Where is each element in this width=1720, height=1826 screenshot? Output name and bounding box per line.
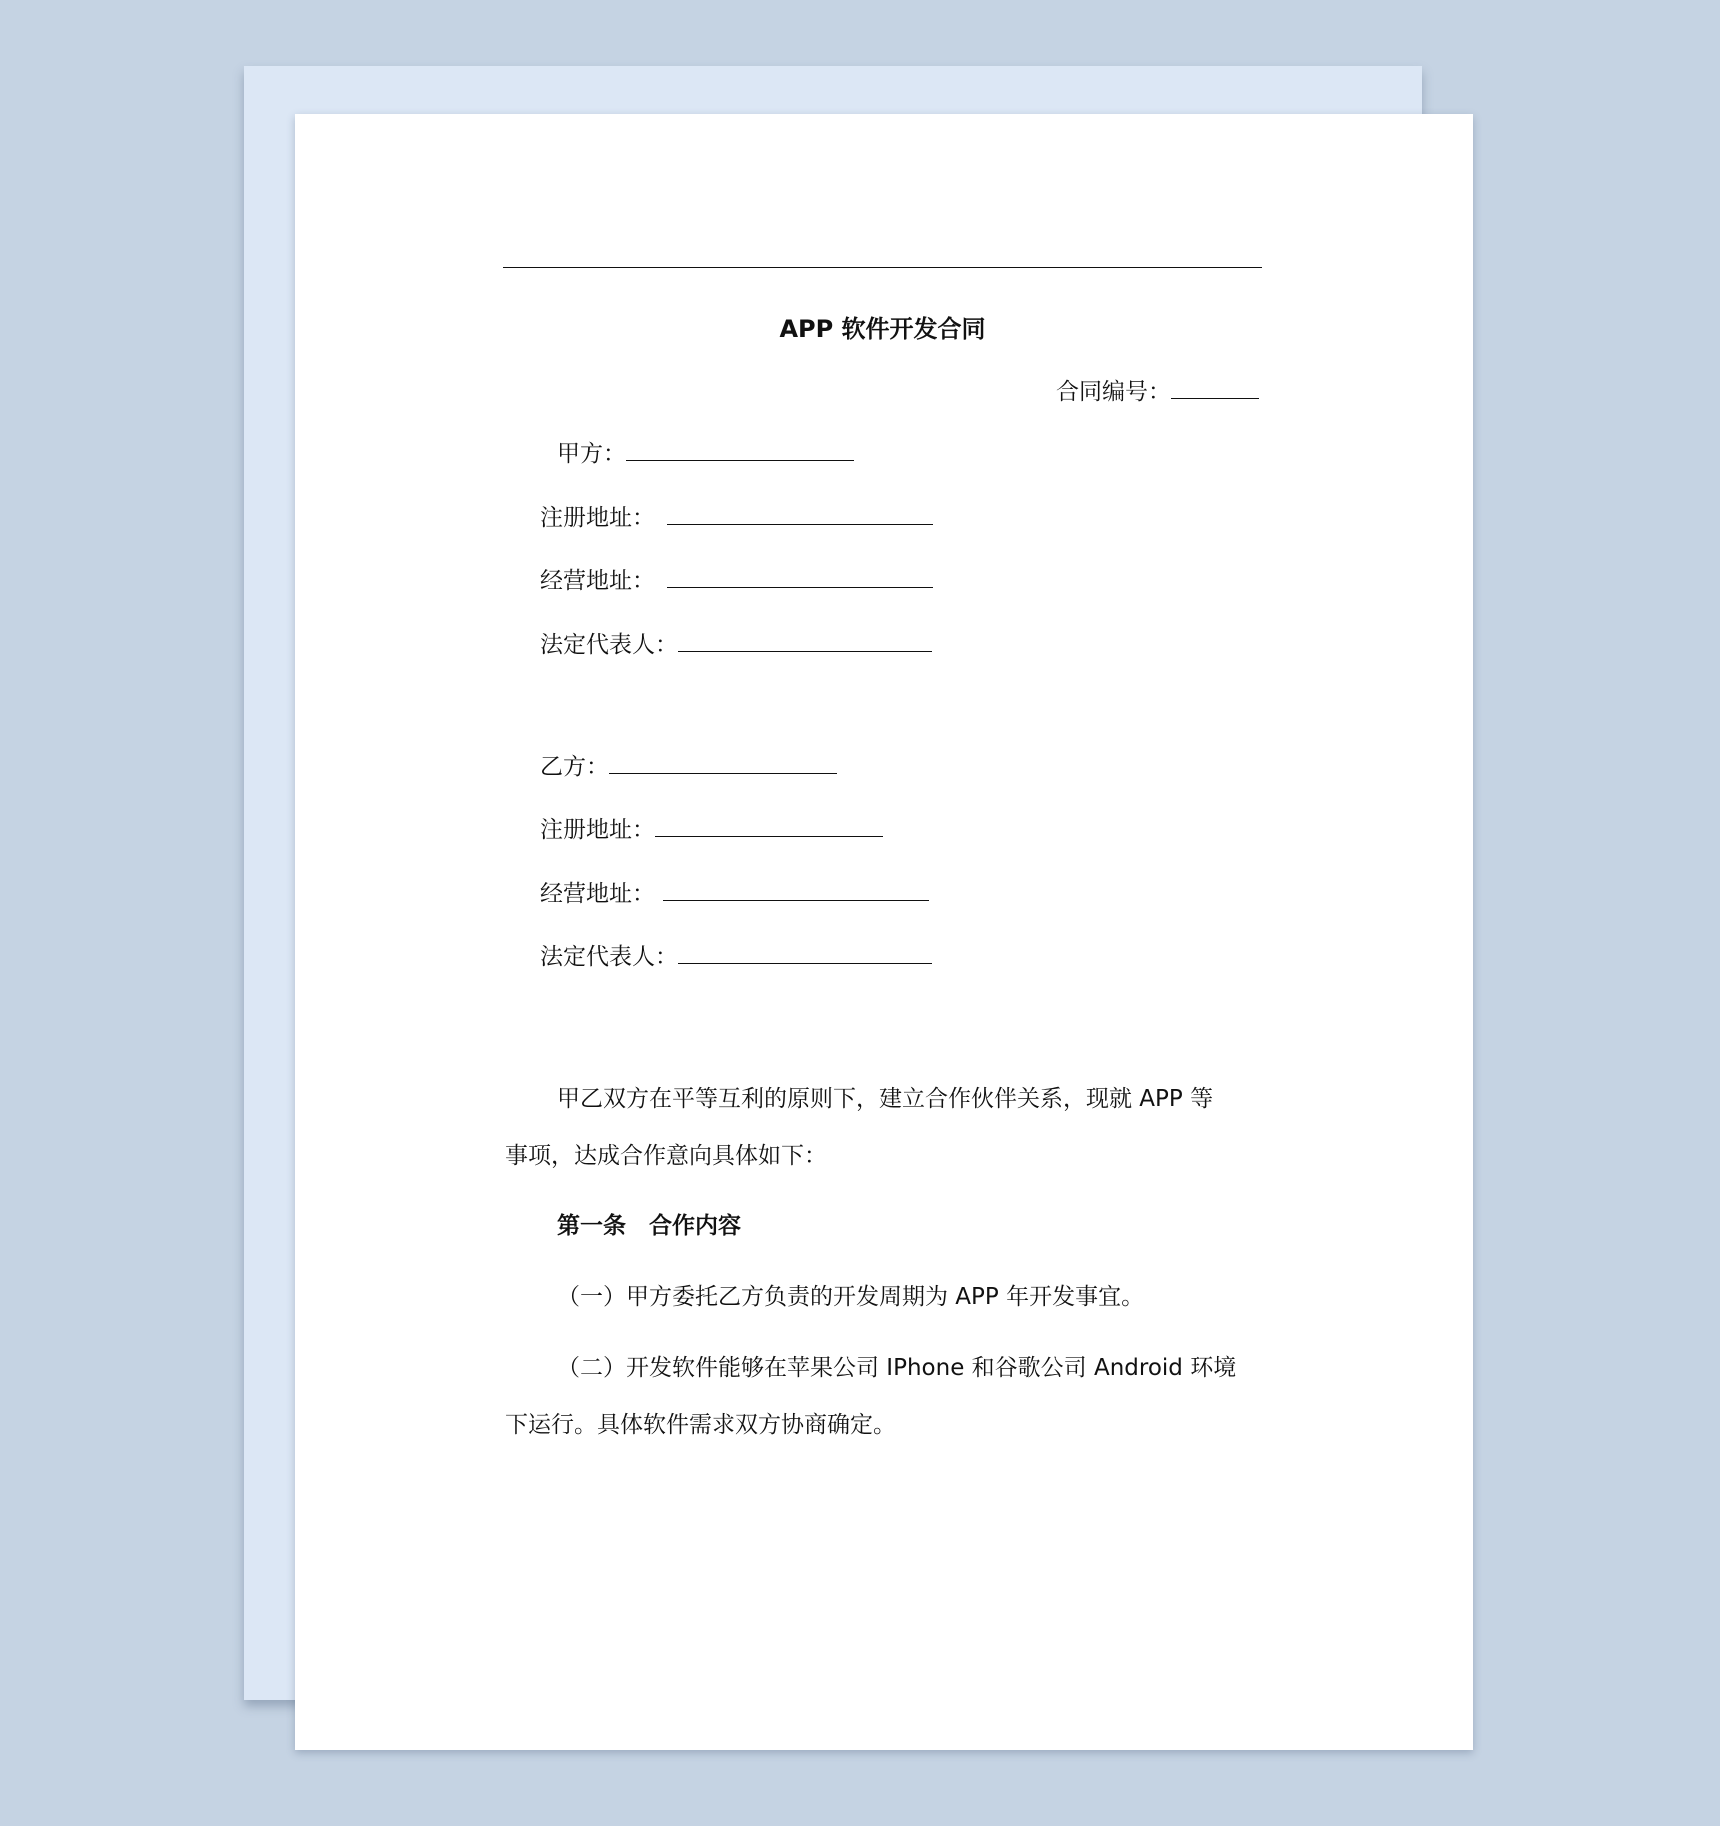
party-b-field (540, 747, 837, 784)
intro-paragraph-line-1: 甲乙双方在平等互利的原则下，建立合作伙伴关系，现就 APP 等 (557, 1086, 1214, 1112)
party-a-field (557, 434, 854, 471)
document-title: APP 软件开发合同 (779, 315, 986, 343)
party-a-label: 甲方： (557, 441, 626, 467)
party-b-label: 乙方： (540, 754, 609, 780)
party-b-business-address-label: 经营地址： (540, 881, 655, 907)
party-a-business-address-label: 经营地址： (540, 568, 655, 594)
party-a-business-address-blank[interactable] (667, 561, 933, 588)
party-b-blank[interactable] (609, 747, 837, 774)
party-b-registered-address-label: 注册地址： (540, 817, 655, 843)
article-1-item-1: （一）甲方委托乙方负责的开发周期为 APP 年开发事宜。 (557, 1284, 1145, 1310)
party-a-registered-address-label: 注册地址： (540, 505, 655, 531)
contract-number-blank[interactable] (1171, 372, 1259, 399)
contract-number-label: 合同编号： (1056, 379, 1171, 405)
party-a-legal-rep-label: 法定代表人： (540, 632, 678, 658)
party-b-registered-address-blank[interactable] (655, 810, 883, 837)
party-a-registered-address-field (540, 498, 933, 535)
party-a-registered-address-blank[interactable] (667, 498, 933, 525)
party-a-legal-rep-blank[interactable] (678, 625, 932, 652)
header-rule (503, 267, 1262, 268)
party-b-registered-address-field (540, 810, 883, 847)
contract-number-field (1056, 372, 1259, 409)
document-page (295, 114, 1473, 1750)
party-a-legal-rep-field (540, 625, 932, 662)
article-1-item-2-line-1: （二）开发软件能够在苹果公司 IPhone 和谷歌公司 Android 环境 (557, 1355, 1237, 1381)
party-b-business-address-blank[interactable] (663, 874, 929, 901)
party-b-legal-rep-field (540, 937, 932, 974)
party-b-legal-rep-blank[interactable] (678, 937, 932, 964)
party-a-business-address-field (540, 561, 933, 598)
article-1-heading: 第一条 合作内容 (557, 1213, 741, 1239)
article-1-item-2-line-2: 下运行。具体软件需求双方协商确定。 (505, 1412, 896, 1438)
party-b-legal-rep-label: 法定代表人： (540, 944, 678, 970)
party-b-business-address-field (540, 874, 929, 911)
party-a-blank[interactable] (626, 434, 854, 461)
intro-paragraph-line-2: 事项，达成合作意向具体如下： (505, 1143, 827, 1169)
